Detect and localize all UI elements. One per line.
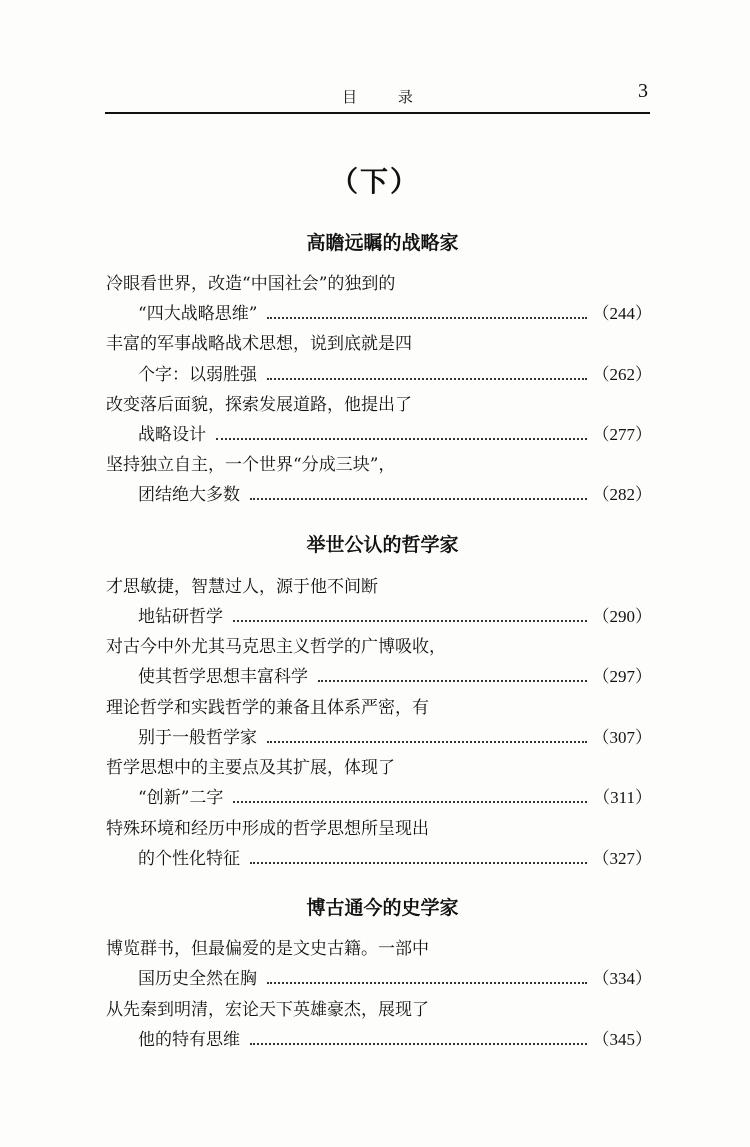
toc-page-ref: （282） — [592, 485, 652, 504]
toc-entry-text: 他的特有思维 — [138, 1030, 240, 1050]
toc-entry-line — [138, 484, 652, 506]
toc-entry-line — [138, 666, 652, 688]
toc-page-ref: （327） — [592, 849, 652, 868]
toc-entry-text: “四大战略思维” — [138, 304, 258, 324]
toc-entry-line: 丰富的军事战略战术思想，说到底就是四 — [106, 334, 412, 354]
toc-entry-line — [138, 424, 652, 446]
toc-entry-line: 理论哲学和实践哲学的兼备且体系严密，有 — [106, 698, 429, 718]
toc-entry-text: 个字：以弱胜强 — [138, 365, 257, 385]
dot-leader — [233, 619, 587, 622]
volume-title: （下） — [329, 165, 420, 198]
toc-entry-text: “创新”二字 — [138, 788, 224, 808]
toc-page-ref: （297） — [592, 667, 652, 686]
toc-entry-text: 使其哲学思想丰富科学 — [138, 667, 308, 687]
toc-entry-line — [138, 848, 652, 870]
toc-page-ref: （277） — [592, 425, 652, 444]
toc-entry-line: 才思敏捷，智慧过人，源于他不间断 — [106, 577, 378, 597]
toc-entry-text: 国历史全然在胸 — [138, 969, 257, 989]
section-title: 博古通今的史学家 — [306, 897, 459, 919]
toc-entry-line: 特殊环境和经历中形成的哲学思想所呈现出 — [106, 819, 429, 839]
dot-leader — [250, 1042, 587, 1045]
dot-leader — [267, 740, 587, 743]
toc-entry-line — [138, 1029, 652, 1051]
toc-entry-line: 对古今中外尤其马克思主义哲学的广博吸收， — [106, 637, 446, 657]
running-header — [105, 80, 650, 114]
dot-leader — [250, 861, 587, 864]
toc-entry-text: 战略设计 — [138, 425, 206, 445]
toc-entry-text: 别于一般哲学家 — [138, 728, 257, 748]
toc-page-ref: （334） — [592, 969, 652, 988]
toc-page-ref: （345） — [592, 1030, 652, 1049]
toc-entry-text: 团结绝大多数 — [138, 485, 240, 505]
toc-entry-line: 坚持独立自主，一个世界“分成三块”， — [106, 455, 396, 475]
toc-page-ref: （262） — [592, 365, 652, 384]
dot-leader — [233, 800, 587, 803]
toc-entry-line: 博览群书，但最偏爱的是文史古籍。一部中 — [106, 939, 429, 959]
dot-leader — [318, 679, 587, 682]
dot-leader — [267, 316, 586, 319]
toc-entry-line — [138, 968, 652, 990]
toc-entry-line — [138, 364, 652, 386]
toc-page-ref: （307） — [592, 728, 652, 747]
toc-entry-line — [138, 303, 652, 325]
toc-entry-line: 改变落后面貌，探索发展道路，他提出了 — [106, 395, 412, 415]
toc-entry-line — [138, 787, 652, 809]
running-title: 目 录 — [342, 88, 431, 106]
section-title: 举世公认的哲学家 — [306, 534, 459, 556]
dot-leader — [267, 377, 587, 380]
dot-leader — [216, 437, 587, 440]
page-number: 3 — [638, 80, 648, 102]
toc-entry-line — [138, 606, 652, 628]
toc-entry-line: 冷眼看世界，改造“中国社会”的独到的 — [106, 274, 396, 294]
dot-leader — [250, 497, 587, 500]
dot-leader — [267, 981, 587, 984]
toc-entry-line: 从先秦到明清，宏论天下英雄豪杰，展现了 — [106, 1000, 429, 1020]
toc-entry-line: 哲学思想中的主要点及其扩展，体现了 — [106, 758, 395, 778]
toc-entry-text: 的个性化特征 — [138, 849, 240, 869]
toc-entry-line — [138, 727, 652, 749]
toc-page-ref: （311） — [593, 788, 652, 807]
toc-page-ref: （290） — [592, 607, 652, 626]
section-title: 高瞻远瞩的战略家 — [306, 232, 459, 254]
toc-page-ref: （244） — [592, 304, 652, 323]
toc-entry-text: 地钻研哲学 — [138, 607, 223, 627]
